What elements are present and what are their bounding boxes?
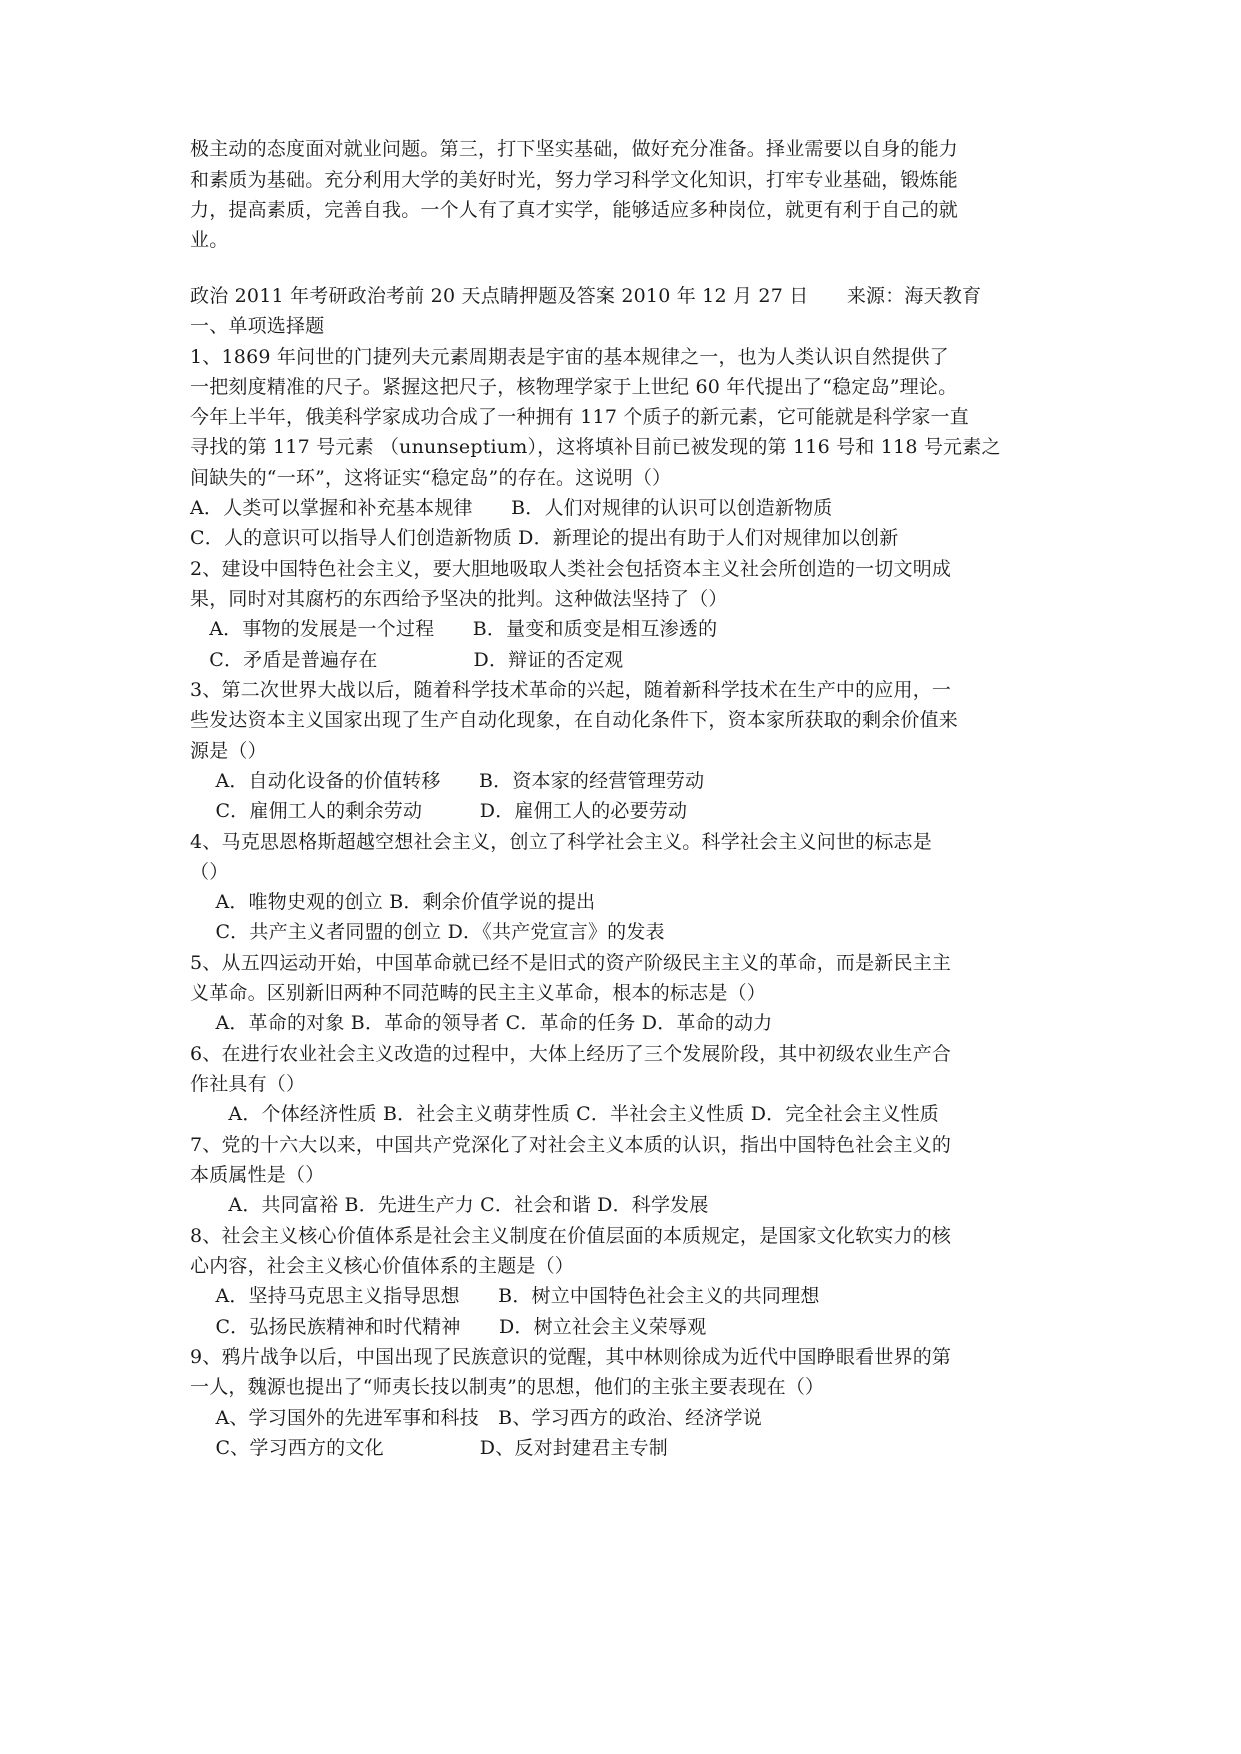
question-2-text: 2、建设中国特色社会主义，要大胆地吸取人类社会包括资本主义社会所创造的一切文明成 — [190, 558, 952, 580]
question-3-text: 3、第二次世界大战以后，随着科学技术革命的兴起，随着新科学技术在生产中的应用，一 — [190, 679, 952, 701]
question-8-text: 心内容，社会主义核心价值体系的主题是（） — [190, 1255, 575, 1277]
text-line: 极主动的态度面对就业问题。第三，打下坚实基础，做好充分准备。择业需要以自身的能力 — [190, 138, 959, 160]
question-1-text: 寻找的第 117 号元素 （ununseptium），这将填补目前已被发现的第 116 号和 118 号元素之 — [190, 436, 1001, 458]
question-7-options: A．共同富裕 B．先进生产力 C．社会和谐 D．科学发展 — [190, 1194, 709, 1216]
section-heading: 一、单项选择题 — [190, 315, 325, 337]
question-8-options: C．弘扬民族精神和时代精神 D．树立社会主义荣辱观 — [190, 1316, 707, 1338]
question-9-options: C、学习西方的文化 D、反对封建君主专制 — [190, 1437, 669, 1459]
question-2-options: A．事物的发展是一个过程 B．量变和质变是相互渗透的 — [190, 618, 718, 640]
section-title: 政治 2011 年考研政治考前 20 天点睛押题及答案 2010 年 12 月 27 日 来源：海天教育 — [190, 285, 982, 307]
question-6-options: A．个体经济性质 B．社会主义萌芽性质 C．半社会主义性质 D．完全社会主义性质 — [190, 1103, 939, 1125]
question-9-options: A、学习国外的先进军事和科技 B、学习西方的政治、经济学说 — [190, 1407, 762, 1429]
question-3-options: C．雇佣工人的剩余劳动 D．雇佣工人的必要劳动 — [190, 800, 688, 822]
question-6-text: 6、在进行农业社会主义改造的过程中，大体上经历了三个发展阶段，其中初级农业生产合 — [190, 1043, 952, 1065]
question-4-options: A．唯物史观的创立 B．剩余价值学说的提出 — [190, 891, 596, 913]
question-7-text: 本质属性是（） — [190, 1164, 325, 1186]
question-5-text: 义革命。区别新旧两种不同范畴的民主主义革命，根本的标志是（） — [190, 982, 767, 1004]
question-8-options: A．坚持马克思主义指导思想 B．树立中国特色社会主义的共同理想 — [190, 1285, 820, 1307]
question-5-options: A．革命的对象 B．革命的领导者 C．革命的任务 D．革命的动力 — [190, 1012, 773, 1034]
question-1-text: 今年上半年，俄美科学家成功合成了一种拥有 117 个质子的新元素，它可能就是科学家一直 — [190, 406, 969, 428]
question-3-options: A．自动化设备的价值转移 B．资本家的经营管理劳动 — [190, 770, 705, 792]
text-line: 力，提高素质，完善自我。一个人有了真才实学，能够适应多种岗位，就更有利于自己的就 — [190, 199, 959, 221]
question-8-text: 8、社会主义核心价值体系是社会主义制度在价值层面的本质规定，是国家文化软实力的核 — [190, 1225, 952, 1247]
question-2-text: 果，同时对其腐朽的东西给予坚决的批判。这种做法坚持了（） — [190, 588, 728, 610]
text-line: 业。 — [190, 229, 229, 251]
question-9-text: 一人，魏源也提出了“师夷长技以制夷”的思想，他们的主张主要表现在（） — [190, 1376, 825, 1398]
question-1-options: C．人的意识可以指导人们创造新物质 D．新理论的提出有助于人们对规律加以创新 — [190, 527, 899, 549]
question-1-text: 1、1869 年问世的门捷列夫元素周期表是宇宙的基本规律之一，也为人类认识自然提供了 — [190, 346, 949, 368]
question-3-text: 源是（） — [190, 740, 267, 762]
question-9-text: 9、鸦片战争以后，中国出现了民族意识的觉醒，其中林则徐成为近代中国睁眼看世界的第 — [190, 1346, 952, 1368]
question-4-text: （） — [190, 861, 229, 883]
question-2-options: C．矛盾是普遍存在 D．辩证的否定观 — [190, 649, 624, 671]
question-6-text: 作社具有（） — [190, 1073, 306, 1095]
question-5-text: 5、从五四运动开始，中国革命就已经不是旧式的资产阶级民主主义的革命，而是新民主主 — [190, 952, 952, 974]
question-4-options: C．共产主义者同盟的创立 D．《共产党宣言》的发表 — [190, 921, 665, 943]
question-1-text: 一把刻度精准的尺子。紧握这把尺子，核物理学家于上世纪 60 年代提出了“稳定岛”理论。 — [190, 376, 958, 398]
question-7-text: 7、党的十六大以来，中国共产党深化了对社会主义本质的认识，指出中国特色社会主义的 — [190, 1134, 952, 1156]
question-4-text: 4、马克思恩格斯超越空想社会主义，创立了科学社会主义。科学社会主义问世的标志是 — [190, 831, 932, 853]
question-1-options: A．人类可以掌握和补充基本规律 B．人们对规律的认识可以创造新物质 — [190, 497, 833, 519]
question-3-text: 些发达资本主义国家出现了生产自动化现象，在自动化条件下，资本家所获取的剩余价值来 — [190, 709, 959, 731]
text-line: 和素质为基础。充分利用大学的美好时光，努力学习科学文化知识，打牢专业基础，锻炼能 — [190, 169, 959, 191]
question-1-text: 间缺失的“一环”，这将证实“稳定岛”的存在。这说明（） — [190, 467, 672, 489]
